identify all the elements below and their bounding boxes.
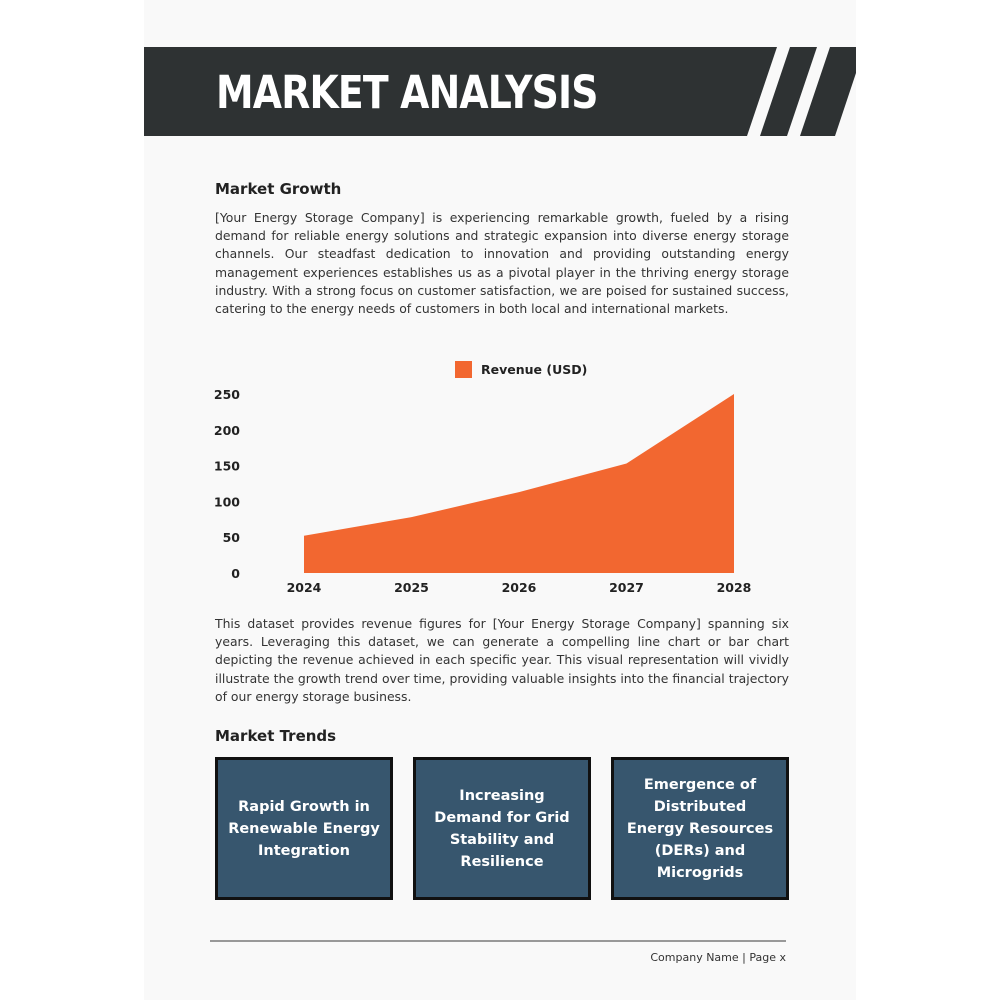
dataset-description: This dataset provides revenue figures for [Your Energy Storage Company] spanning six years. Leveraging this dataset, we can generate a compelling line chart or bar chart depicting the revenue achieved in each specific year. This visual representation will vividly illustrate the growth trend over time, providing valuable insights into the financial trajectory of our energy storage business. xyxy=(215,616,789,704)
trend-card-label: Rapid Growth in Renewable Energy Integration xyxy=(228,798,380,859)
trend-card-renewable-integration xyxy=(215,757,393,900)
y-tick-label: 0 xyxy=(231,566,240,581)
footer-page-label: Company Name | Page x xyxy=(650,951,786,964)
market-growth-heading: Market Growth xyxy=(215,180,342,198)
x-tick-label: 2027 xyxy=(609,580,644,595)
legend-swatch xyxy=(455,361,472,378)
trend-card-label: Emergence of Distributed Energy Resources (DERs) and Microgrids xyxy=(626,776,774,881)
y-tick-label: 250 xyxy=(213,387,240,402)
revenue-chart xyxy=(204,352,764,602)
revenue-area xyxy=(304,394,734,573)
document-page xyxy=(144,0,856,1000)
y-tick-label: 150 xyxy=(213,458,240,474)
y-tick-label: 100 xyxy=(213,494,240,510)
title-banner xyxy=(144,47,856,136)
legend-label: Revenue (USD) xyxy=(481,362,588,377)
trend-card-distributed-energy xyxy=(611,757,789,900)
market-growth-paragraph: [Your Energy Storage Company] is experiencing remarkable growth, fueled by a rising demand for reliable energy solutions and strategic expansion into diverse energy storage channels. Our steadfast dedication to innovation and providing outstanding energy management experiences establishes us as a pivotal player in the thriving energy storage industry. With a strong focus on customer satisfaction, we are poised for sustained success, catering to the energy needs of customers in both local and international markets. xyxy=(215,210,789,317)
market-trends-heading: Market Trends xyxy=(215,727,337,745)
x-tick-label: 2026 xyxy=(501,580,537,595)
x-tick-label: 2024 xyxy=(286,580,322,595)
footer-divider xyxy=(210,940,786,942)
x-tick-label: 2025 xyxy=(394,580,429,595)
y-tick-label: 200 xyxy=(213,422,240,438)
trend-card-grid-stability xyxy=(413,757,591,900)
page-title: MARKET ANALYSIS xyxy=(216,66,598,119)
trend-card-label: Increasing Demand for Grid Stability and Resilience xyxy=(434,787,570,870)
x-tick-label: 2028 xyxy=(716,580,752,595)
y-tick-label: 50 xyxy=(222,530,240,546)
market-trends-cards xyxy=(215,757,789,899)
